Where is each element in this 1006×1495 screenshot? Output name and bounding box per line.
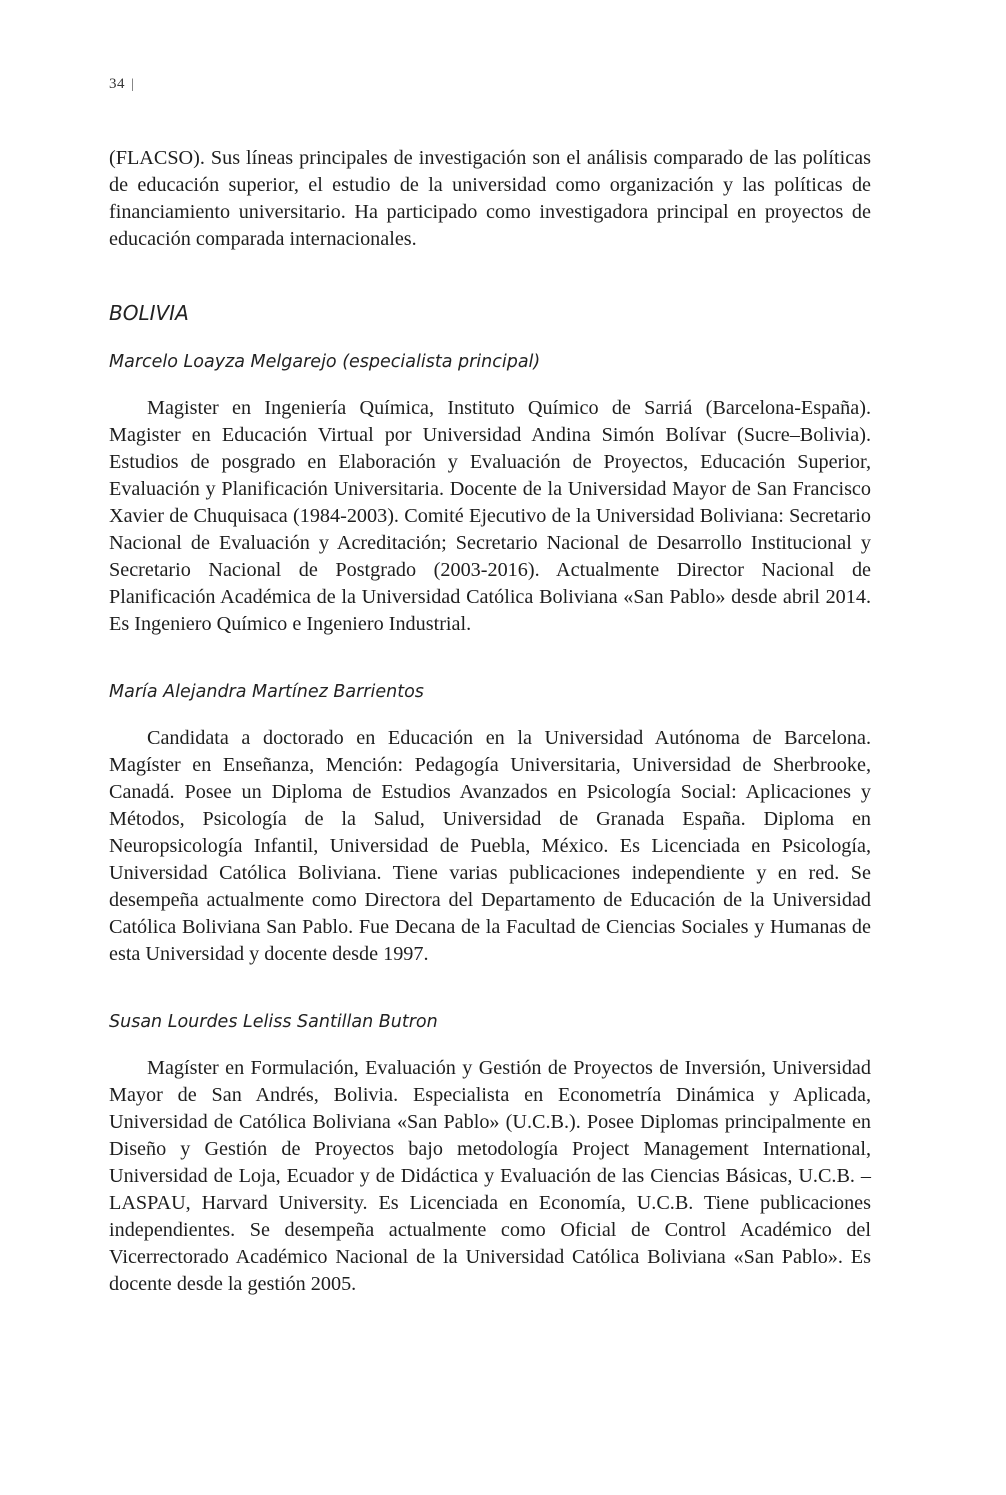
page-content — [109, 145, 871, 1298]
header-separator: | — [131, 77, 135, 92]
person-bio: Candidata a doctorado en Educación en la Universidad Autónoma de Barcelona. Magíster en Enseñanza, Mención: Pedagogía Universitaria, Universidad de Sherbrooke, Canadá. Posee un Diploma de Estudios Avanzados en Psicología Social: Aplicaciones y Métodos, Psicología de la Salud, Universidad de Granada España. Diploma en Neuropsicología Infantil, Universidad de Puebla, México. Es Licenciada en Psicología, Universidad Católica Boliviana. Tiene varias publicaciones independiente y en red. Se desempeña actualmente como Directora del Departamento de Educación de la Universidad Católica Boliviana San Pablo. Fue Decana de la Facultad de Ciencias Sociales y Humanas de esta Universidad y docente desde 1997. — [109, 727, 871, 965]
person-bio: Magíster en Formulación, Evaluación y Gestión de Proyectos de Inversión, Universidad Mayor de San Andrés, Bolivia. Especialista en Econometría Dinámica y Aplicada, Universidad de Católica Boliviana «San Pablo» (U.C.B.). Posee Diplomas principalmente en Diseño y Gestión de Proyectos bajo metodología Project Management International, Universidad de Loja, Ecuador y de Didáctica y Evaluación de las Ciencias Básicas, U.C.B. – LASPAU, Harvard University. Es Licenciada en Economía, U.C.B. Tiene publicaciones independientes. Se desempeña actualmente como Oficial de Control Académico del Vicerrectorado Académico Nacional de la Universidad Católica Boliviana «San Pablo». Es docente desde la gestión 2005. — [109, 1057, 871, 1295]
country-heading: BOLIVIA — [109, 301, 189, 325]
person-name: Susan Lourdes Leliss Santillan Butron — [109, 1012, 438, 1032]
person-bio: Magister en Ingeniería Química, Instituto Químico de Sarriá (Barcelona-España). Magister en Educación Virtual por Universidad Andina Simón Bolívar (Sucre–Bolivia). Estudios de posgrado en Elaboración y Evaluación de Proyectos, Educación Superior, Evaluación y Planificación Universitaria. Docente de la Universidad Mayor de San Francisco Xavier de Chuquisaca (1984-2003). Comité Ejecutivo de la Universidad Boliviana: Secretario Nacional de Evaluación y Acreditación; Secretario Nacional de Desarrollo Institucional y Secretario Nacional de Postgrado (2003-2016). Actualmente Director Nacional de Planificación Académica de la Universidad Católica Boliviana «San Pablo» desde abril 2014. Es Ingeniero Químico e Ingeniero Industrial. — [109, 397, 871, 635]
person-name: Marcelo Loayza Melgarejo (especialista principal) — [109, 352, 541, 372]
intro-paragraph: (FLACSO). Sus líneas principales de investigación son el análisis comparado de las políticas de educación superior, el estudio de la universidad como organización y las políticas de financiamiento universitario. Ha participado como investigadora principal en proyectos de educación comparada internacionales. — [109, 147, 871, 250]
page-header — [109, 76, 134, 93]
person-name: María Alejandra Martínez Barrientos — [109, 682, 424, 702]
page-number: 34 — [109, 76, 125, 92]
